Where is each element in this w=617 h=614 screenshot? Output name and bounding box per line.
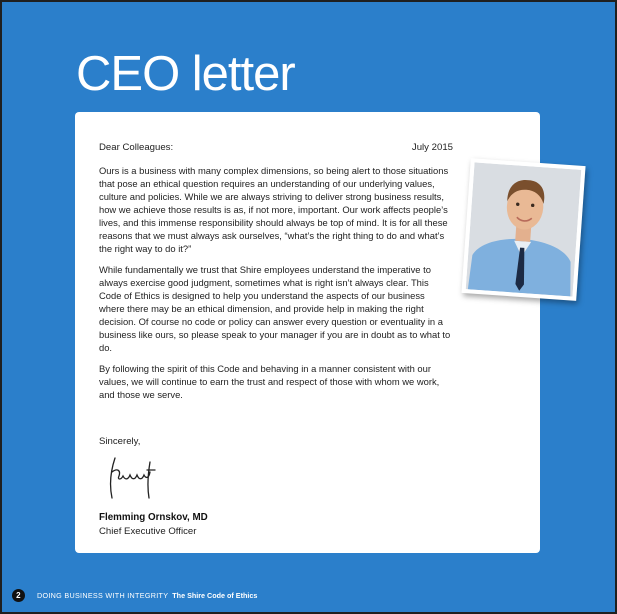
page xyxy=(2,2,615,612)
ceo-photo xyxy=(461,158,585,301)
footer-document: The Shire Code of Ethics xyxy=(172,590,258,600)
letter-closing: Sincerely, xyxy=(99,436,141,447)
letter-body xyxy=(99,164,451,409)
footer-section: DOING BUSINESS WITH INTEGRITY xyxy=(37,590,169,600)
letter-salutation: Dear Colleagues: xyxy=(99,142,174,153)
signer-name: Flemming Ornskov, MD xyxy=(99,512,208,523)
letter-paragraph: By following the spirit of this Code and behaving in a manner consistent with our values, we will continue to earn the trust and respect of those with whom we work, and those we serve. xyxy=(99,363,440,400)
page-title: CEO letter xyxy=(76,47,295,101)
signer-title: Chief Executive Officer xyxy=(99,526,197,537)
letter-paragraph: While fundamentally we trust that Shire employees understand the imperative to always exercise good judgment, sometimes what is right isn’t always clear. This Code of Ethics is designed to help you understand the aspects of our business where there may be an ethical dimension, and provide help in making the right decision. Of course no code or policy can answer every question or eventuality in a business like ours, so please speak to your manager if you are in doubt as to what to do. xyxy=(99,264,451,353)
letter-paragraph: Ours is a business with many complex dimensions, so being alert to those situations that pose an ethical question requires an understanding of our underlying values, culture and policies. While we are always striving to deliver strong business results, how we achieve those results is as, if not more, important. Our work affects people’s lives, and this immense responsibility should always be top of mind. It is for all these reasons that we must always ask ourselves, “what’s the right thing to do and what’s the right way to do it?” xyxy=(99,165,449,254)
page-number: 2 xyxy=(12,589,25,602)
letter-date: July 2015 xyxy=(411,142,453,153)
page-footer xyxy=(12,587,257,603)
signature-image xyxy=(103,450,161,508)
